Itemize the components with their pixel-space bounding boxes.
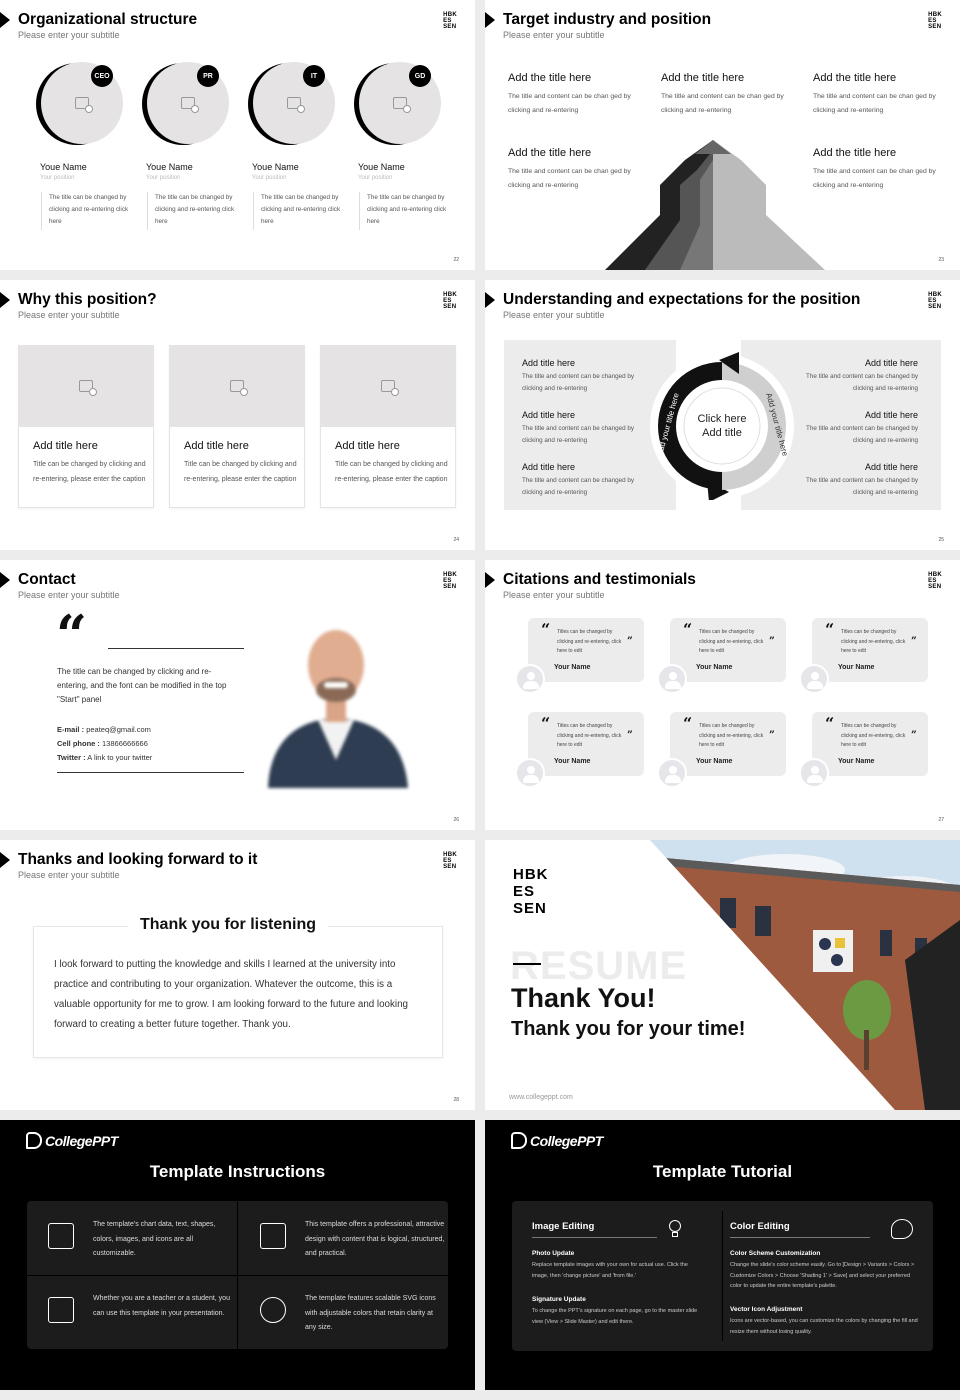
instruction-text: The template's chart data, text, shapes, colors, images, and icons are all customizable. bbox=[93, 1221, 216, 1257]
person-description: The title can be changed by clicking and re-entering click here bbox=[49, 194, 129, 225]
left-item-description: The title and content can be changed by clicking and re-entering bbox=[522, 373, 635, 392]
hbk-logo: HBK ES SEN bbox=[443, 572, 457, 590]
quote-icon: “ bbox=[56, 603, 88, 667]
title-marker bbox=[0, 852, 10, 868]
thank-you-heading: Thank You! bbox=[511, 983, 656, 1013]
slide-title: Template Tutorial bbox=[652, 1162, 793, 1181]
left-item-description: The title and content can be changed by clicking and re-entering bbox=[522, 425, 635, 444]
open-quote-icon: “ bbox=[683, 714, 693, 733]
left-item-description: The title and content can be changed by clicking and re-entering bbox=[522, 477, 635, 496]
item-description: The title and content can be chan ged by clicking and re-entering bbox=[813, 168, 936, 189]
slide-template-tutorial[interactable] bbox=[485, 1120, 960, 1390]
portrait-photo[interactable] bbox=[258, 620, 414, 788]
panel-divider-h bbox=[27, 1275, 448, 1276]
item-title: Add the title here bbox=[508, 147, 592, 159]
person-position: Your position bbox=[358, 175, 393, 181]
contact-twitter: Twitter : A link to your twitter bbox=[57, 753, 153, 762]
item-title: Add the title here bbox=[661, 72, 745, 84]
resume-watermark: RESUME bbox=[510, 944, 688, 988]
close-quote-icon: ” bbox=[911, 730, 917, 741]
card-image-placeholder[interactable] bbox=[169, 345, 305, 427]
image-icon bbox=[287, 97, 301, 109]
teacher-icon bbox=[48, 1297, 74, 1323]
hbk-logo: HBK ES SEN bbox=[928, 292, 942, 310]
divider-line bbox=[253, 192, 254, 230]
page-number: 25 bbox=[938, 537, 944, 543]
slide-target-industry[interactable] bbox=[485, 0, 960, 270]
card-image-placeholder[interactable] bbox=[18, 345, 154, 427]
card-description: Title can be changed by clicking and re-entering, please enter the caption bbox=[335, 461, 448, 483]
signature-update-title: Signature Update bbox=[532, 1296, 586, 1303]
instruction-text: The template features scalable SVG icons with adjustable colors that retain clarity at any size. bbox=[305, 1295, 436, 1331]
thank-you-sub: Thank you for your time! bbox=[511, 1018, 746, 1040]
image-editing-head: Image Editing bbox=[532, 1221, 595, 1232]
card-title: Add title here bbox=[184, 440, 249, 452]
palette-icon bbox=[891, 1219, 913, 1239]
close-quote-icon: ” bbox=[769, 636, 775, 647]
testimonial-quote: Titles can be changed by clicking and re-entering, click here to edit bbox=[841, 629, 906, 654]
image-icon bbox=[230, 380, 244, 392]
hbk-logo: HBK ES SEN bbox=[928, 572, 942, 590]
item-description: The title and content can be chan ged by clicking and re-entering bbox=[508, 93, 631, 114]
testimonial-quote: Titles can be changed by clicking and re-entering, click here to edit bbox=[699, 723, 764, 748]
avatar bbox=[799, 758, 829, 788]
image-icon bbox=[75, 97, 89, 109]
slide-subtitle: Please enter your subtitle bbox=[503, 30, 605, 40]
item-title: Add the title here bbox=[813, 72, 897, 84]
title-marker bbox=[485, 292, 495, 308]
close-quote-icon: ” bbox=[769, 730, 775, 741]
arc-left-label: Add your title here bbox=[655, 391, 681, 458]
contact-phone: Cell phone : 13866666666 bbox=[57, 739, 148, 748]
slide-subtitle: Please enter your subtitle bbox=[18, 590, 120, 600]
card-description: Title can be changed by clicking and re-entering, please enter the caption bbox=[184, 461, 297, 483]
hbk-logo: HBK ES SEN bbox=[443, 12, 457, 30]
hbk-logo-large: HBK ES SEN bbox=[513, 866, 549, 917]
item-description: The title and content can be chan ged by clicking and re-entering bbox=[508, 168, 631, 189]
lightbulb-icon bbox=[665, 1217, 685, 1239]
slide-title: Template Instructions bbox=[149, 1162, 326, 1181]
hbk-logo: HBK ES SEN bbox=[928, 12, 942, 30]
right-item-description: The title and content can be changed by clicking and re-entering bbox=[805, 477, 918, 496]
page-number: 23 bbox=[938, 257, 944, 263]
brand-icon bbox=[511, 1132, 527, 1149]
testimonial-quote: Titles can be changed by clicking and re-entering, click here to edit bbox=[699, 629, 764, 654]
instruction-text: This template offers a professional, attractive design with content that is logical, structured, and practical. bbox=[305, 1221, 445, 1257]
slide-thank-you[interactable] bbox=[485, 840, 960, 1110]
testimonial-name: Your Name bbox=[838, 664, 875, 671]
contact-email: E-mail : peateq@gmail.com bbox=[57, 725, 151, 734]
vector-icon-title: Vector Icon Adjustment bbox=[730, 1306, 803, 1313]
watermark-rule bbox=[513, 963, 541, 965]
slide-subtitle: Please enter your subtitle bbox=[503, 310, 605, 320]
head-underline bbox=[730, 1237, 870, 1238]
person-position: Your position bbox=[146, 175, 181, 181]
vector-icon-desc: Icons are vector-based, you can customize the colors by changing the fill and resize them without losing quality. bbox=[730, 1318, 918, 1335]
image-icon bbox=[381, 380, 395, 392]
role-badge: PR bbox=[197, 65, 219, 87]
left-item-title: Add title here bbox=[522, 462, 576, 472]
page-number: 24 bbox=[453, 537, 459, 543]
open-quote-icon: “ bbox=[825, 714, 835, 733]
open-quote-icon: “ bbox=[541, 620, 551, 639]
contact-body: The title can be changed by clicking and re-entering, and the font can be modified in the top "Start" panel bbox=[57, 667, 227, 704]
person-name: Youe Name bbox=[252, 162, 299, 172]
role-badge: GD bbox=[409, 65, 431, 87]
arc-right-label: Add your title here bbox=[764, 391, 790, 458]
item-title: Add the title here bbox=[813, 147, 897, 159]
user-icon bbox=[669, 766, 677, 774]
slide-subtitle: Please enter your subtitle bbox=[18, 870, 120, 880]
person-description: The title can be changed by clicking and re-entering click here bbox=[367, 194, 447, 225]
close-quote-icon: ” bbox=[627, 730, 633, 741]
testimonial-name: Your Name bbox=[554, 664, 591, 671]
photo-update-title: Photo Update bbox=[532, 1250, 575, 1257]
slide-title: Target industry and position bbox=[503, 11, 712, 28]
page-number: 26 bbox=[453, 817, 459, 823]
image-icon bbox=[79, 380, 93, 392]
page-number: 22 bbox=[453, 257, 459, 263]
open-quote-icon: “ bbox=[825, 620, 835, 639]
person-name: Youe Name bbox=[40, 162, 87, 172]
hbk-logo: HBK ES SEN bbox=[443, 852, 457, 870]
right-item-title: Add title here bbox=[864, 358, 918, 368]
avatar bbox=[657, 664, 687, 694]
item-title: Add the title here bbox=[508, 72, 592, 84]
collegeppt-logo: CollegePPT bbox=[511, 1132, 603, 1149]
color-editing-head: Color Editing bbox=[730, 1221, 790, 1232]
slide-title: Organizational structure bbox=[18, 11, 198, 28]
panel-divider-v bbox=[722, 1211, 723, 1341]
photo-update-desc: Replace template images with your own for actual use. Click the image, then 'change picture' and 'from file.' bbox=[532, 1262, 688, 1279]
slide-why-position[interactable] bbox=[0, 280, 475, 550]
arrows-graphic bbox=[585, 140, 845, 270]
signature-update-desc: To change the PPT's signature on each page, go to the master slide view (View > Slide Master) and edit there. bbox=[532, 1308, 698, 1325]
image-icon bbox=[181, 97, 195, 109]
slide-title: Understanding and expectations for the position bbox=[503, 291, 861, 308]
left-item-title: Add title here bbox=[522, 410, 576, 420]
role-badge: CEO bbox=[91, 65, 113, 87]
divider-line bbox=[359, 192, 360, 230]
testimonial-quote: Titles can be changed by clicking and re-entering, click here to edit bbox=[557, 723, 622, 748]
testimonial-quote: Titles can be changed by clicking and re-entering, click here to edit bbox=[841, 723, 906, 748]
title-marker bbox=[0, 12, 10, 28]
person-position: Your position bbox=[252, 175, 287, 181]
close-quote-icon: ” bbox=[627, 636, 633, 647]
collegeppt-logo: CollegePPT bbox=[26, 1132, 118, 1149]
image-icon bbox=[393, 97, 407, 109]
page-number: 27 bbox=[938, 817, 944, 823]
slide-title: Why this position? bbox=[18, 291, 157, 308]
avatar bbox=[657, 758, 687, 788]
instruction-text: Whether you are a teacher or a student, you can use this template in your presentation. bbox=[93, 1295, 230, 1317]
divider-line bbox=[41, 192, 42, 230]
testimonial-name: Your Name bbox=[554, 758, 591, 765]
card-description: Title can be changed by clicking and re-entering, please enter the caption bbox=[33, 461, 146, 483]
right-item-description: The title and content can be changed by clicking and re-entering bbox=[805, 373, 918, 392]
close-quote-icon: ” bbox=[911, 636, 917, 647]
divider-line bbox=[108, 648, 244, 649]
slide-contact[interactable] bbox=[0, 560, 475, 830]
user-icon bbox=[669, 672, 677, 680]
hbk-logo: HBK ES SEN bbox=[443, 292, 457, 310]
slide-title: Contact bbox=[18, 571, 76, 588]
card-image-placeholder[interactable] bbox=[320, 345, 456, 427]
testimonial-quote: Titles can be changed by clicking and re-entering, click here to edit bbox=[557, 629, 622, 654]
brand-icon bbox=[26, 1132, 42, 1149]
cycle-center-line1[interactable]: Click here bbox=[697, 413, 747, 425]
person-description: The title can be changed by clicking and re-entering click here bbox=[155, 194, 235, 225]
avatar bbox=[799, 664, 829, 694]
slide-template-instructions[interactable] bbox=[0, 1120, 475, 1390]
card-title: Add title here bbox=[33, 440, 98, 452]
person-description: The title can be changed by clicking and re-entering click here bbox=[261, 194, 341, 225]
user-icon bbox=[811, 672, 819, 680]
user-icon bbox=[527, 672, 535, 680]
person-position: Your position bbox=[40, 175, 75, 181]
message-body: I look forward to putting the knowledge and skills I learned at the university into practice and contributing to your organization. Whatever the outcome, this is a valuable opportunity for me to grow. I am looking forward to the future and looking forward to creating a better future together. Thank you. bbox=[54, 959, 408, 1030]
title-marker bbox=[485, 12, 495, 28]
testimonial-name: Your Name bbox=[696, 664, 733, 671]
title-marker bbox=[0, 292, 10, 308]
user-icon bbox=[527, 766, 535, 774]
avatar bbox=[515, 758, 545, 788]
slides-icon bbox=[48, 1223, 74, 1249]
slide-title: Thanks and looking forward to it bbox=[18, 851, 258, 868]
title-marker bbox=[0, 572, 10, 588]
page-number: 28 bbox=[453, 1097, 459, 1103]
footer-url[interactable]: www.collegeppt.com bbox=[509, 1094, 573, 1101]
avatar bbox=[515, 664, 545, 694]
color-scheme-desc: Change the slide's color scheme easily. Go to [Design > Variants > Colors > Customize Colors > Choose 'Shading 1' > Save] and select your preferred color to update the entire template's palette. bbox=[730, 1262, 915, 1289]
divider-line bbox=[147, 192, 148, 230]
testimonial-name: Your Name bbox=[696, 758, 733, 765]
card-title: Add title here bbox=[335, 440, 400, 452]
title-marker bbox=[485, 572, 495, 588]
user-icon bbox=[811, 766, 819, 774]
slide-subtitle: Please enter your subtitle bbox=[18, 310, 120, 320]
slide-testimonials[interactable] bbox=[485, 560, 960, 830]
slide-subtitle: Please enter your subtitle bbox=[503, 590, 605, 600]
left-item-title: Add title here bbox=[522, 358, 576, 368]
open-quote-icon: “ bbox=[541, 714, 551, 733]
divider-line bbox=[57, 772, 244, 773]
slide-subtitle: Please enter your subtitle bbox=[18, 30, 120, 40]
color-scheme-title: Color Scheme Customization bbox=[730, 1250, 821, 1257]
testimonial-name: Your Name bbox=[838, 758, 875, 765]
item-description: The title and content can be chan ged by clicking and re-entering bbox=[813, 93, 936, 114]
slide-thanks-forward[interactable] bbox=[0, 840, 475, 1110]
basketball-icon bbox=[260, 1297, 286, 1323]
layers-icon bbox=[260, 1223, 286, 1249]
right-item-title: Add title here bbox=[864, 462, 918, 472]
message-heading: Thank you for listening bbox=[128, 916, 328, 934]
slide-understanding[interactable] bbox=[485, 280, 960, 550]
slide-title: Citations and testimonials bbox=[503, 571, 696, 588]
role-badge: IT bbox=[303, 65, 325, 87]
person-name: Youe Name bbox=[146, 162, 193, 172]
head-underline bbox=[532, 1237, 657, 1238]
cycle-center-line2[interactable]: Add title bbox=[702, 427, 742, 439]
right-item-description: The title and content can be changed by clicking and re-entering bbox=[805, 425, 918, 444]
slide-org-structure[interactable] bbox=[0, 0, 475, 270]
right-item-title: Add title here bbox=[864, 410, 918, 420]
person-name: Youe Name bbox=[358, 162, 405, 172]
item-description: The title and content can be chan ged by clicking and re-entering bbox=[661, 93, 784, 114]
open-quote-icon: “ bbox=[683, 620, 693, 639]
